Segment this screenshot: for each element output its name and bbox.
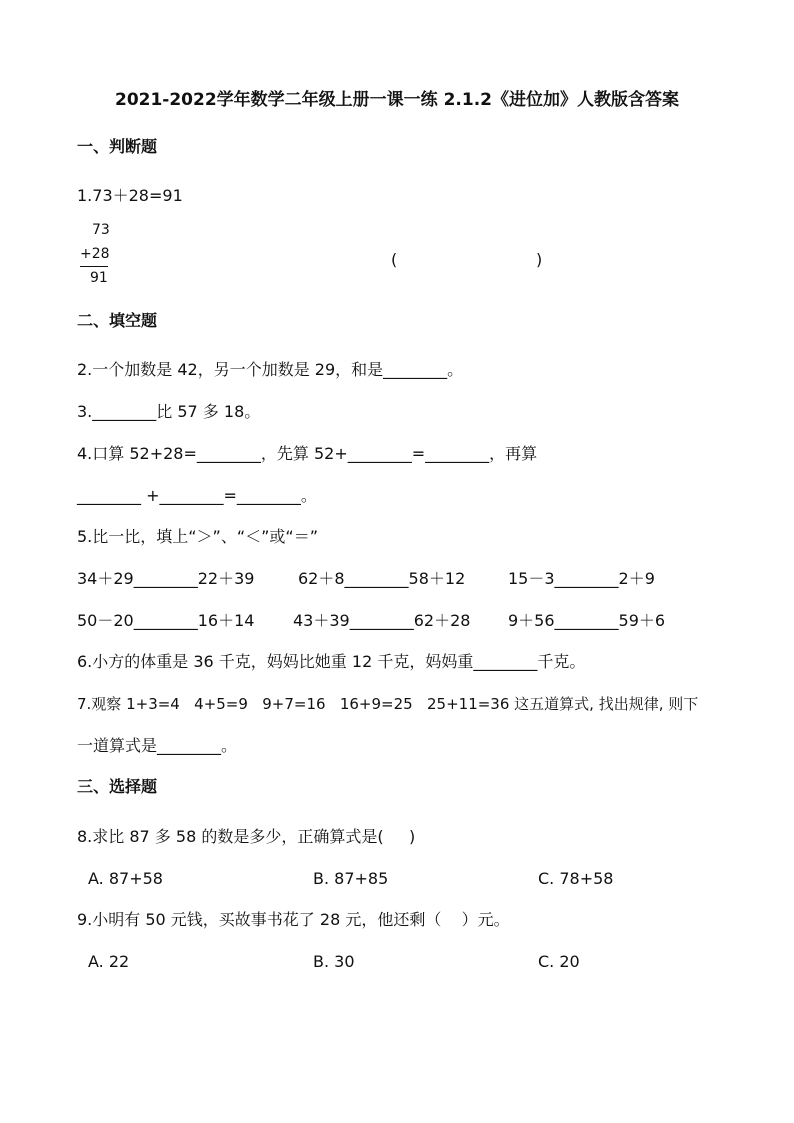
question-9-option-a: A. 22 xyxy=(88,952,130,971)
compare-item: 62＋8________58＋12 xyxy=(298,569,466,588)
question-7-line-1: 7.观察 1+3=4 4+5=9 9+7=16 16+9=25 25+11=36 这五道算式, 找出规律, 则下 xyxy=(77,695,699,713)
question-9-option-c: C. 20 xyxy=(538,952,580,971)
answer-bracket-close: ) xyxy=(536,250,543,269)
document-title: 2021-2022学年数学二年级上册一课一练 2.1.2《进位加》人教版含答案 xyxy=(114,90,679,110)
question-2: 2.一个加数是 42，另一个加数是 29，和是________。 xyxy=(77,360,464,379)
vertical-calc-top: 73 xyxy=(92,222,110,238)
compare-item: 9＋56________59＋6 xyxy=(508,611,666,630)
vertical-calc-result: 91 xyxy=(90,270,108,286)
question-3: 3.________比 57 多 18。 xyxy=(77,402,261,421)
vertical-calc-line xyxy=(80,266,108,267)
vertical-calc-addend: +28 xyxy=(80,246,110,262)
compare-item: 43＋39________62＋28 xyxy=(293,611,471,630)
question-1-stem: 1.73＋28=91 xyxy=(77,186,183,205)
question-8-option-c: C. 78+58 xyxy=(538,869,614,888)
question-8-stem: 8.求比 87 多 58 的数是多少，正确算式是( ) xyxy=(77,827,416,846)
section-heading-choice: 三、选择题 xyxy=(77,777,158,796)
question-7-line-2: 一道算式是________。 xyxy=(77,736,238,755)
section-heading-judgement: 一、判断题 xyxy=(77,137,158,156)
question-5-stem: 5.比一比，填上“＞”、“＜”或“＝” xyxy=(77,527,319,546)
compare-item: 34＋29________22＋39 xyxy=(77,569,255,588)
question-8-option-a: A. 87+58 xyxy=(88,869,163,888)
compare-item: 50－20________16＋14 xyxy=(77,611,255,630)
compare-item: 15－3________2＋9 xyxy=(508,569,655,588)
question-8-option-b: B. 87+85 xyxy=(313,869,389,888)
section-heading-fill-blank: 二、填空题 xyxy=(77,311,158,330)
question-4-line-2: ________ +________=________。 xyxy=(77,486,317,505)
question-4-line-1: 4.口算 52+28=________，先算 52+________=________，再算 xyxy=(77,444,538,463)
question-9-stem: 9.小明有 50 元钱，买故事书花了 28 元，他还剩（ ）元。 xyxy=(77,910,510,929)
question-6: 6.小方的体重是 36 千克，妈妈比她重 12 千克，妈妈重________千克。 xyxy=(77,652,586,671)
question-9-option-b: B. 30 xyxy=(313,952,355,971)
answer-bracket-open: ( xyxy=(391,250,398,269)
